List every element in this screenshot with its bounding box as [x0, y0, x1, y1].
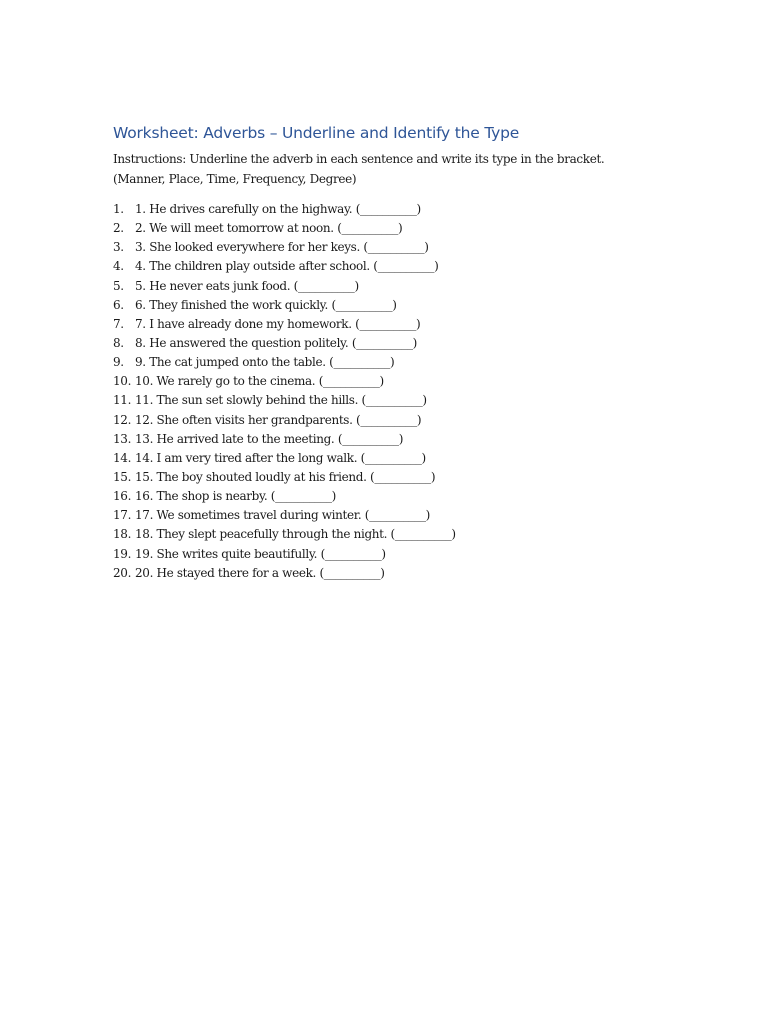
list-number: 5.	[113, 278, 124, 293]
list-number: 15.	[113, 469, 132, 484]
instructions-text: Instructions: Underline the adverb in each sentence and write its type in the bracket.	[113, 152, 605, 166]
list-number: 7.	[113, 316, 124, 331]
question-item	[113, 506, 456, 525]
list-number: 18.	[113, 527, 132, 542]
question-item	[113, 449, 456, 468]
list-number: 1.	[113, 202, 124, 216]
list-number: 4.	[113, 259, 124, 274]
question-text: 20. He stayed there for a week. (__________)	[135, 565, 385, 580]
question-text: 11. The sun set slowly behind the hills. (__________)	[135, 393, 427, 408]
question-text: 1. He drives carefully on the highway. (__________)	[135, 202, 421, 216]
worksheet-title: Worksheet: Adverbs – Underline and Identify the Type	[113, 124, 520, 142]
question-item	[113, 277, 456, 296]
question-item	[113, 525, 456, 544]
list-number: 14.	[113, 450, 132, 465]
question-item	[113, 391, 456, 410]
list-number: 6.	[113, 297, 124, 312]
question-item	[113, 238, 456, 257]
list-number: 11.	[113, 393, 132, 408]
question-item	[113, 200, 456, 219]
question-text: 16. The shop is nearby. (__________)	[135, 489, 336, 504]
question-text: 13. He arrived late to the meeting. (__________)	[135, 431, 404, 446]
question-text: 6. They finished the work quickly. (__________)	[135, 297, 397, 312]
question-item	[113, 219, 456, 238]
list-number: 9.	[113, 355, 124, 370]
list-number: 2.	[113, 221, 124, 236]
question-item	[113, 257, 456, 276]
question-text: 18. They slept peacefully through the night. (__________)	[135, 527, 456, 542]
question-text: 3. She looked everywhere for her keys. (__________)	[135, 240, 429, 255]
question-item	[113, 315, 456, 334]
question-text: 8. He answered the question politely. (__________)	[135, 335, 417, 350]
question-text: 7. I have already done my homework. (__________)	[135, 316, 421, 331]
question-text: 17. We sometimes travel during winter. (__________)	[135, 508, 430, 523]
question-item	[113, 334, 456, 353]
list-number: 10.	[113, 374, 132, 389]
adverb-types: (Manner, Place, Time, Frequency, Degree)	[113, 172, 357, 186]
question-item	[113, 564, 456, 583]
question-text: 12. She often visits her grandparents. (__________)	[135, 412, 422, 427]
list-number: 12.	[113, 412, 132, 427]
question-text: 15. The boy shouted loudly at his friend. (__________)	[135, 469, 436, 484]
question-text: 5. He never eats junk food. (__________)	[135, 278, 359, 293]
question-item	[113, 487, 456, 506]
question-text: 2. We will meet tomorrow at noon. (__________)	[135, 221, 403, 236]
question-item	[113, 296, 456, 315]
list-number: 13.	[113, 431, 132, 446]
question-item	[113, 430, 456, 449]
question-text: 9. The cat jumped onto the table. (__________)	[135, 355, 395, 370]
question-item	[113, 468, 456, 487]
question-item	[113, 353, 456, 372]
question-item	[113, 411, 456, 430]
question-text: 19. She writes quite beautifully. (__________)	[135, 546, 386, 561]
question-list	[113, 200, 456, 583]
question-text: 10. We rarely go to the cinema. (__________)	[135, 374, 384, 389]
question-text: 4. The children play outside after school. (__________)	[135, 259, 439, 274]
list-number: 19.	[113, 546, 132, 561]
list-number: 16.	[113, 489, 132, 504]
list-number: 8.	[113, 335, 124, 350]
list-number: 20.	[113, 565, 132, 580]
question-item	[113, 372, 456, 391]
question-text: 14. I am very tired after the long walk. (__________)	[135, 450, 426, 465]
list-number: 17.	[113, 508, 132, 523]
question-item	[113, 545, 456, 564]
list-number: 3.	[113, 240, 124, 255]
instructions-block	[113, 149, 604, 189]
